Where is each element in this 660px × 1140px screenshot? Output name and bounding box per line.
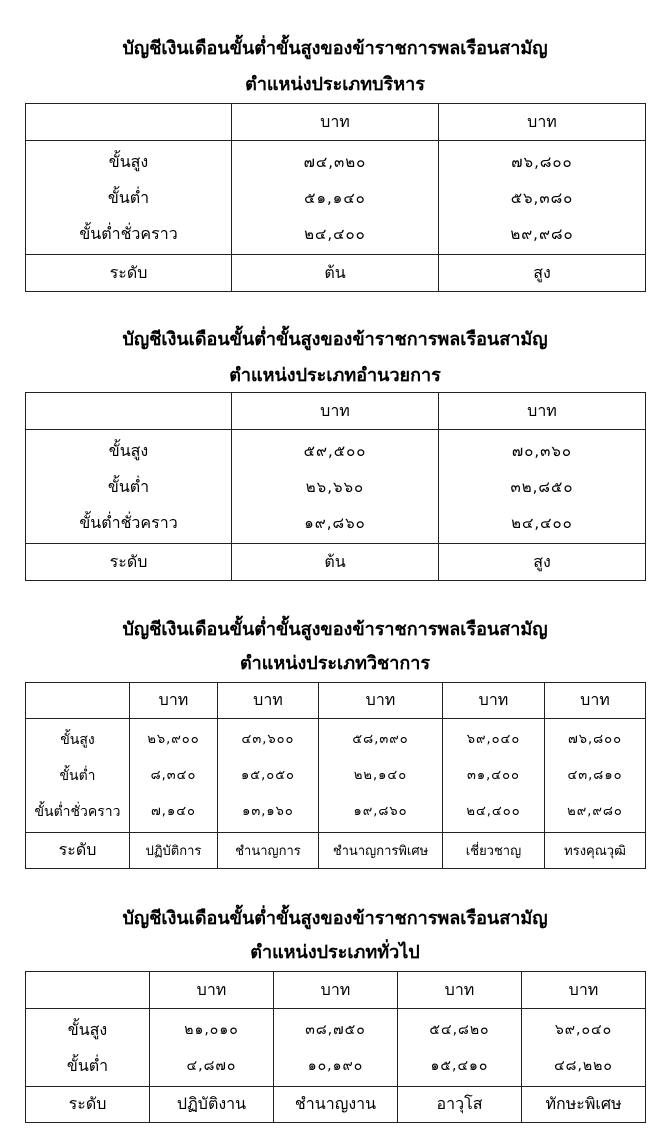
- section-subtitle: ตำแหน่งประเภทบริหาร: [245, 74, 425, 95]
- level-cell: เชี่ยวชาญ: [443, 833, 545, 869]
- value-cell: ๖๙,๐๔๐: [554, 1021, 613, 1038]
- currency-header: บาท: [232, 104, 439, 141]
- value-cell: ๒๙,๙๘๐: [567, 803, 623, 819]
- row-label-min: ขั้นต่ำ: [59, 767, 96, 784]
- row-label-temp-min: ขั้นต่ำชั่วคราว: [79, 512, 178, 532]
- value-cell: ๑๓,๑๖๐: [242, 803, 294, 819]
- value-cell: ๑๙,๘๖๐: [353, 803, 408, 819]
- value-cell: ๕๑,๑๔๐: [304, 188, 366, 207]
- currency-header: บาท: [443, 683, 545, 719]
- value-column: [130, 719, 218, 833]
- value-cell: ๒๔,๔๐๐: [511, 513, 573, 532]
- level-cell: ต้น: [232, 544, 439, 581]
- currency-header: บาท: [439, 393, 646, 430]
- value-cell: ๕๙,๕๐๐: [303, 441, 367, 460]
- level-cell: ต้น: [232, 255, 439, 292]
- value-column: [232, 430, 439, 544]
- value-cell: ๒๔,๔๐๐: [304, 224, 366, 243]
- value-column: [439, 430, 646, 544]
- value-cell: ๕๖,๓๘๐: [510, 188, 574, 207]
- currency-header: บาท: [274, 972, 398, 1009]
- value-cell: ๗๖,๘๐๐: [511, 152, 573, 171]
- value-cell: ๑๐,๑๙๐: [307, 1057, 364, 1074]
- row-label-max: ขั้นสูง: [67, 1019, 108, 1039]
- salary-table: [25, 392, 646, 581]
- value-cell: ๗๔,๓๒๐: [303, 152, 367, 171]
- row-label-min: ขั้นต่ำ: [107, 187, 150, 207]
- value-column: [319, 719, 443, 833]
- row-label-temp-min: ขั้นต่ำชั่วคราว: [34, 803, 121, 820]
- value-column: [545, 719, 646, 833]
- value-cell: ๗๖,๘๐๐: [567, 731, 623, 747]
- level-label: ระดับ: [26, 255, 232, 292]
- level-label: ระดับ: [26, 1087, 150, 1123]
- section-title: บัญชีเงินเดือนขั้นต่ำขั้นสูงของข้าราชการพลเรือนสามัญ: [122, 329, 548, 350]
- row-label-min: ขั้นต่ำ: [107, 476, 150, 496]
- header-blank-cell: [26, 683, 130, 719]
- header-blank-cell: [26, 104, 232, 141]
- row-labels-cell: [26, 1009, 150, 1087]
- salary-table: [25, 971, 646, 1123]
- level-cell: ปฏิบัติการ: [130, 833, 218, 869]
- value-cell: ๔,๘๗๐: [186, 1057, 237, 1074]
- value-cell: ๒๙,๙๘๐: [510, 224, 574, 243]
- level-label: ระดับ: [26, 544, 232, 581]
- value-cell: ๒๒,๑๔๐: [353, 767, 408, 783]
- row-label-max: ขั้นสูง: [108, 440, 149, 460]
- value-cell: ๗,๑๔๐: [151, 803, 196, 819]
- row-label-temp-min: ขั้นต่ำชั่วคราว: [79, 223, 178, 243]
- value-cell: ๘,๓๔๐: [150, 767, 197, 783]
- level-cell: สูง: [439, 255, 646, 292]
- currency-header: บาท: [398, 972, 522, 1009]
- row-label-max: ขั้นสูง: [60, 731, 95, 748]
- section-title: บัญชีเงินเดือนขั้นต่ำขั้นสูงของข้าราชการพลเรือนสามัญ: [122, 908, 548, 929]
- currency-header: บาท: [319, 683, 443, 719]
- level-cell: ทักษะพิเศษ: [522, 1087, 646, 1123]
- value-column: [522, 1009, 646, 1087]
- value-cell: ๑๕,๐๕๐: [241, 767, 295, 783]
- value-column: [439, 141, 646, 255]
- currency-header: บาท: [439, 104, 646, 141]
- section-subtitle: ตำแหน่งประเภทอำนวยการ: [229, 365, 441, 386]
- value-cell: ๔๘,๒๒๐: [554, 1057, 613, 1074]
- currency-header: บาท: [232, 393, 439, 430]
- row-labels-cell: [26, 430, 232, 544]
- level-cell: อาวุโส: [398, 1087, 522, 1123]
- currency-header: บาท: [150, 972, 274, 1009]
- level-cell: ชำนาญการ: [218, 833, 319, 869]
- row-labels-cell: [26, 141, 232, 255]
- currency-header: บาท: [130, 683, 218, 719]
- value-column: [232, 141, 439, 255]
- value-cell: ๒๖,๙๐๐: [147, 731, 200, 747]
- value-cell: ๔๓,๖๐๐: [241, 731, 295, 747]
- section-subtitle: ตำแหน่งประเภททั่วไป: [250, 942, 420, 963]
- row-label-min: ขั้นต่ำ: [66, 1055, 109, 1075]
- value-cell: ๓๑,๔๐๐: [467, 767, 520, 783]
- currency-header: บาท: [522, 972, 646, 1009]
- value-cell: ๑๙,๘๖๐: [304, 513, 366, 532]
- level-cell: ทรงคุณวุฒิ: [545, 833, 646, 869]
- section-subtitle: ตำแหน่งประเภทวิชาการ: [239, 653, 431, 674]
- value-cell: ๒๔,๔๐๐: [466, 803, 521, 819]
- section-title: บัญชีเงินเดือนขั้นต่ำขั้นสูงของข้าราชการพลเรือนสามัญ: [122, 619, 548, 640]
- value-column: [274, 1009, 398, 1087]
- value-cell: ๕๔,๘๒๐: [429, 1021, 490, 1038]
- value-cell: ๖๙,๐๔๐: [466, 731, 521, 747]
- value-column: [398, 1009, 522, 1087]
- value-cell: ๒๖,๖๖๐: [305, 477, 365, 496]
- level-label: ระดับ: [26, 833, 130, 869]
- level-cell: ปฏิบัติงาน: [150, 1087, 274, 1123]
- value-cell: ๒๑,๐๑๐: [184, 1021, 239, 1038]
- salary-table: [25, 682, 646, 869]
- row-labels-cell: [26, 719, 130, 833]
- value-column: [443, 719, 545, 833]
- value-cell: ๑๕,๔๑๐: [430, 1057, 489, 1074]
- level-cell: สูง: [439, 544, 646, 581]
- value-column: [218, 719, 319, 833]
- section-title: บัญชีเงินเดือนขั้นต่ำขั้นสูงของข้าราชการพลเรือนสามัญ: [122, 38, 548, 59]
- level-cell: ชำนาญงาน: [274, 1087, 398, 1123]
- value-cell: ๔๓,๘๑๐: [567, 767, 623, 783]
- header-blank-cell: [26, 393, 232, 430]
- value-column: [150, 1009, 274, 1087]
- salary-table: [25, 103, 646, 292]
- header-blank-cell: [26, 972, 150, 1009]
- currency-header: บาท: [218, 683, 319, 719]
- value-cell: ๓๘,๗๕๐: [305, 1021, 366, 1038]
- value-cell: ๗๐,๓๖๐: [511, 441, 573, 460]
- currency-header: บาท: [545, 683, 646, 719]
- level-cell: ชำนาญการพิเศษ: [319, 833, 443, 869]
- value-cell: ๕๘,๓๙๐: [352, 731, 409, 747]
- row-label-max: ขั้นสูง: [108, 151, 149, 171]
- value-cell: ๓๒,๘๕๐: [510, 477, 574, 496]
